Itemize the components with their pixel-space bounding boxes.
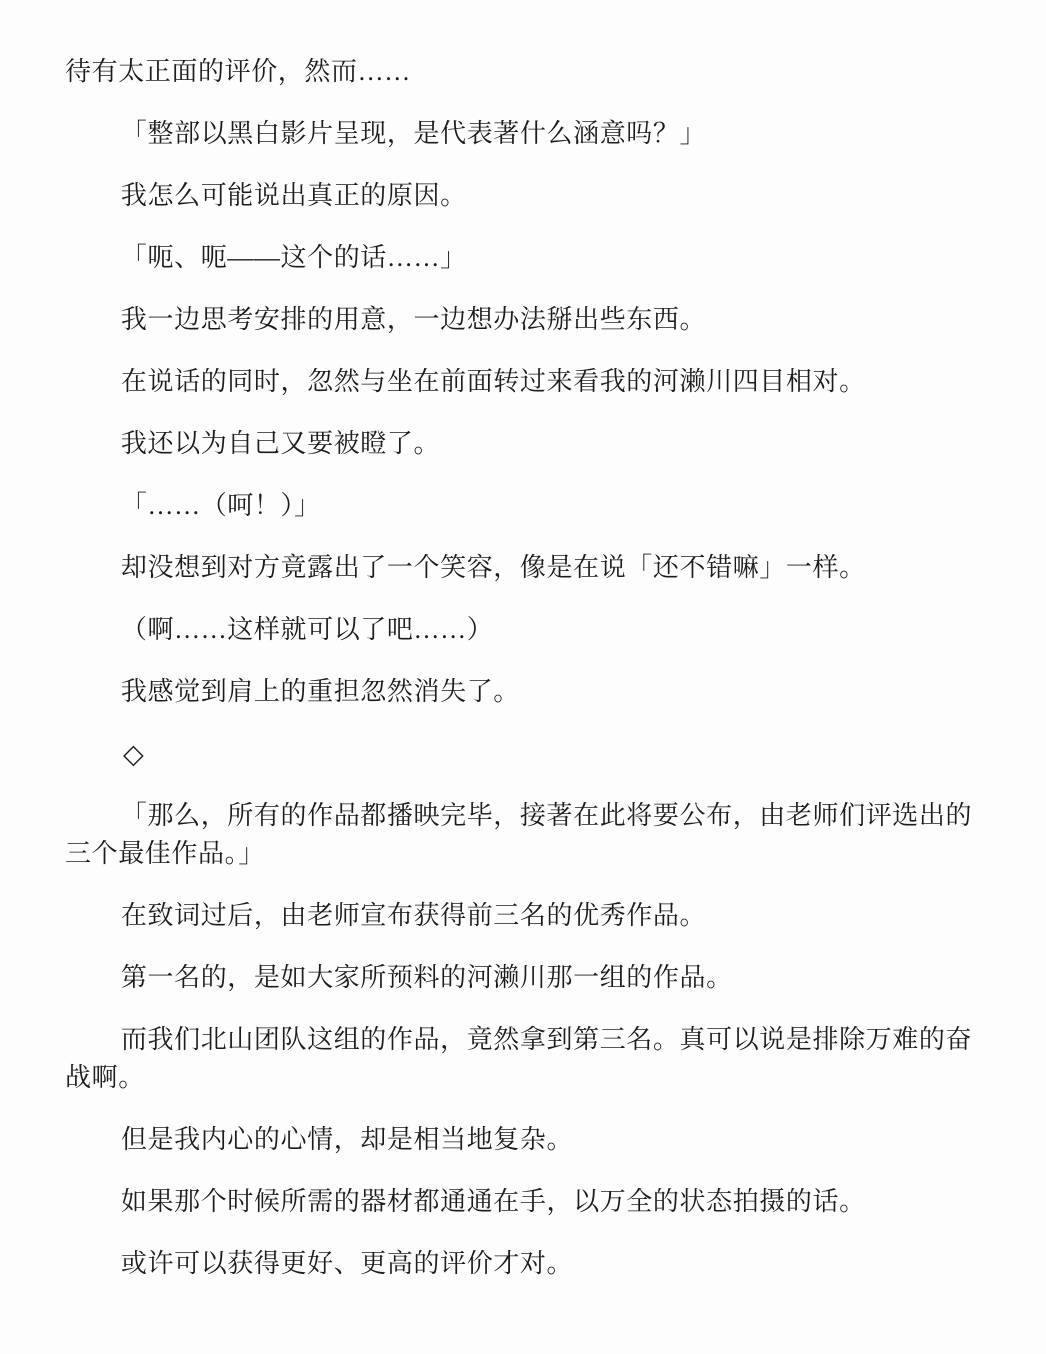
paragraph-thought: （啊……这样就可以了吧……） (120, 615, 494, 644)
paragraph: 如果那个时候所需的器材都通通在手，以万全的状态拍摄的话。 (120, 1187, 866, 1216)
paragraph: 我怎么可能说出真正的原因。 (120, 181, 467, 210)
paragraph: 待有太正面的评价，然而…… (65, 57, 411, 86)
paragraph: 或许可以获得更好、更高的评价才对。 (120, 1249, 574, 1278)
section-divider: ◇ (123, 739, 145, 769)
paragraph-dialogue: 「整部以黑白影片呈现，是代表著什么涵意吗？」 (120, 119, 707, 148)
paragraph: 我还以为自己又要被瞪了。 (120, 429, 441, 458)
paragraph: 在致词过后，由老师宣布获得前三名的优秀作品。 (120, 901, 707, 930)
paragraph: 我感觉到肩上的重担忽然消失了。 (120, 677, 520, 706)
paragraph: 我一边思考安排的用意，一边想办法掰出些东西。 (120, 305, 707, 334)
paragraph: 而我们北山团队这组的作品，竟然拿到第三名。真可以说是排除万难的奋战啊。 (65, 1025, 973, 1092)
paragraph: 但是我内心的心情，却是相当地复杂。 (120, 1125, 574, 1154)
paragraph-dialogue: 「那么，所有的作品都播映完毕，接著在此将要公布，由老师们评选出的三个最佳作品。」 (65, 801, 973, 868)
paragraph: 却没想到对方竟露出了一个笑容，像是在说「还不错嘛」一样。 (120, 553, 866, 582)
paragraph: 在说话的同时，忽然与坐在前面转过来看我的河濑川四目相对。 (120, 367, 866, 396)
paragraph-dialogue: 「呃、呃——这个的话……」 (120, 243, 467, 272)
paragraph: 第一名的，是如大家所预料的河濑川那一组的作品。 (120, 963, 733, 992)
paragraph-dialogue: 「……（呵！）」 (120, 491, 321, 520)
